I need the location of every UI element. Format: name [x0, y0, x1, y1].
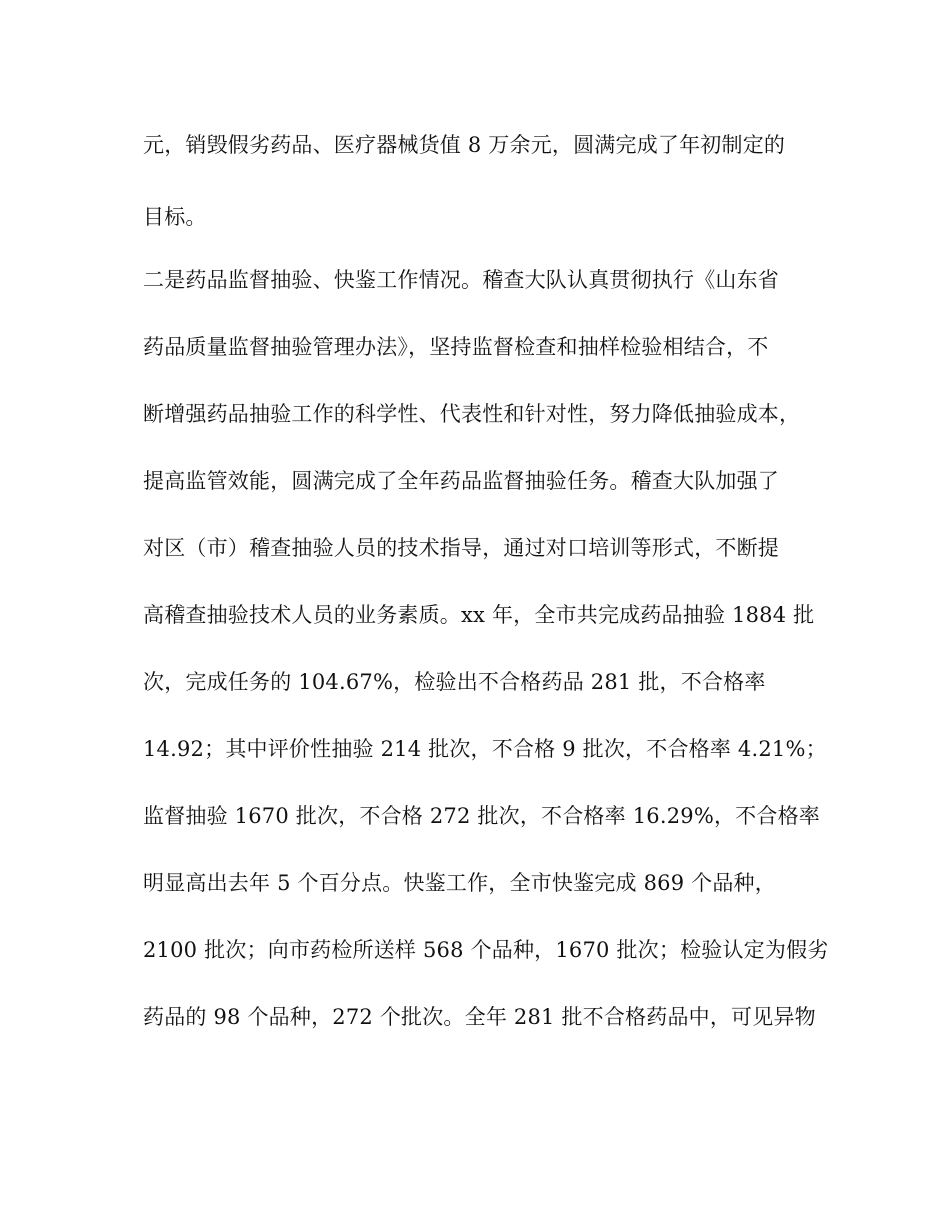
text-line: 对区（市）稽查抽验人员的技术指导，通过对口培训等形式，不断提 [143, 536, 779, 560]
text-line: 2100 批次；向市药检所送样 568 个品种，1670 批次；检验认定为假劣 [143, 938, 829, 962]
text-line: 元，销毁假劣药品、医疗器械货值 8 万余元，圆满完成了年初制定的 [143, 133, 786, 157]
text-line: 断增强药品抽验工作的科学性、代表性和针对性，努力降低抽验成本， [143, 402, 801, 426]
text-line: 药品质量监督抽验管理办法》，坚持监督检查和抽样检验相结合，不 [143, 335, 769, 359]
text-line: 高稽查抽验技术人员的业务素质。xx 年，全市共完成药品抽验 1884 批 [143, 603, 815, 627]
text-line: 明显高出去年 5 个百分点。快鉴工作，全市快鉴完成 869 个品种， [143, 871, 776, 895]
text-line: 次，完成任务的 104.67%，检验出不合格药品 281 批，不合格率 [143, 670, 766, 694]
text-line: 14.92；其中评价性抽验 214 批次，不合格 9 批次，不合格率 4.21%； [143, 737, 827, 761]
text-line: 提高监管效能，圆满完成了全年药品监督抽验任务。稽查大队加强了 [143, 469, 779, 493]
text-line: 目标。 [143, 205, 207, 229]
text-line: 监督抽验 1670 批次，不合格 272 批次，不合格率 16.29%，不合格率 [143, 804, 820, 828]
text-line: 药品的 98 个品种，272 个批次。全年 281 批不合格药品中，可见异物 [143, 1005, 816, 1029]
paragraph-start-line: 二是药品监督抽验、快鉴工作情况。稽查大队认真贯彻执行《山东省 [143, 268, 779, 292]
